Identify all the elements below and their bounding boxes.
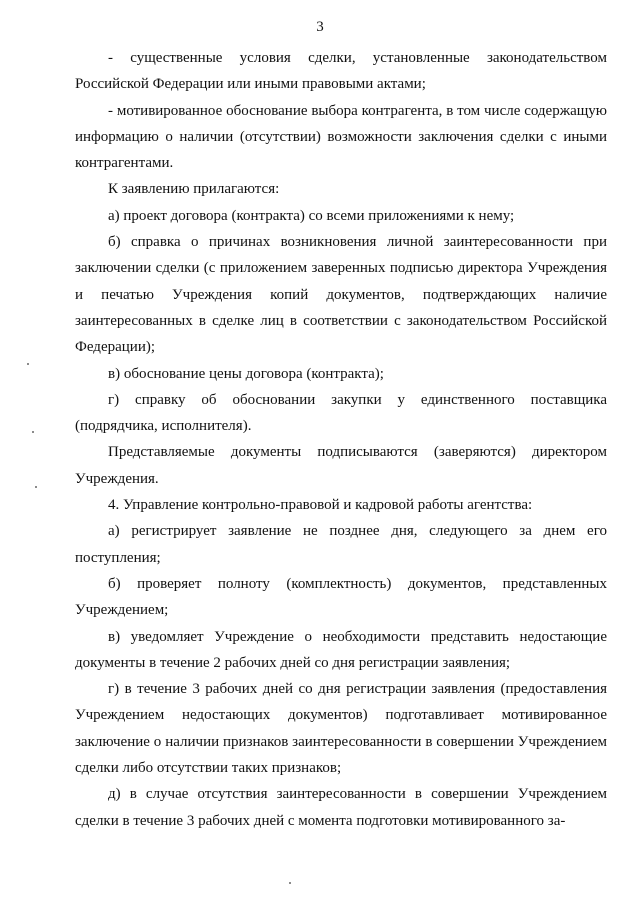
document-body: [75, 45, 607, 834]
paragraph-4a-register: а) регистрирует заявление не позднее дня, следующего за днем его поступления;: [75, 523, 607, 566]
paragraph-4d-no-interest: д) в случае отсутствия заинтересованности в совершении Учреждением сделки в течение 3 рабочих дней с момента подготовки мотивированного за-: [75, 786, 607, 829]
paragraph-item-v-price-justification: в) обоснование цены договора (контракта);: [108, 365, 384, 382]
scan-speck: [27, 363, 29, 365]
paragraph-item-g-procurement-certificate: г) справку об обосновании закупки у единственного поставщика (подрядчика, исполнителя).: [75, 391, 607, 435]
paragraph-counterparty-justification: - мотивированное обоснование выбора контрагента, в том числе содержащую информацию о наличии (отсутствии) возможности заключения сделки с иными контрагентами.: [75, 102, 607, 172]
paragraph-4b-check-completeness: б) проверяет полноту (комплектность) документов, представленных Учреждением;: [75, 575, 607, 619]
paragraph-4g-prepare-conclusion: г) в течение 3 рабочих дней со дня регистрации заявления (предоставления Учреждением недостающих документов) подготавливает мотивированное заключение о наличии признаков заинтересованности в совершении Учреждением сделки либо отсутствии таких признаков;: [75, 681, 607, 777]
scan-speck: [32, 431, 34, 433]
page-number: 3: [316, 19, 324, 35]
paragraph-attachments-heading: К заявлению прилагаются:: [108, 181, 280, 198]
paragraph-item-b-interest-certificate: б) справка о причинах возникновения личной заинтересованности при заключении сделки (с приложением заверенных подписью директора Учреждения и печатью Учреждения копий документов, подтверждающих наличие заинтересованных в сделке лиц в соответствии с законодательством Российской Федерации);: [75, 234, 607, 356]
scan-speck: [289, 882, 291, 884]
paragraph-essential-terms: - существенные условия сделки, установленные законодательством Российской Федерации или иными правовыми актами;: [75, 50, 607, 93]
paragraph-item-a-draft-contract: а) проект договора (контракта) со всеми приложениями к нему;: [108, 207, 515, 224]
paragraph-documents-signed: Представляемые документы подписываются (заверяются) директором Учреждения.: [75, 444, 607, 487]
scan-speck: [35, 486, 37, 488]
paragraph-section-4-heading: 4. Управление контрольно-правовой и кадровой работы агентства:: [108, 497, 533, 514]
paragraph-4v-notify: в) уведомляет Учреждение о необходимости представить недостающие документы в течение 2 рабочих дней со дня регистрации заявления;: [75, 628, 607, 671]
